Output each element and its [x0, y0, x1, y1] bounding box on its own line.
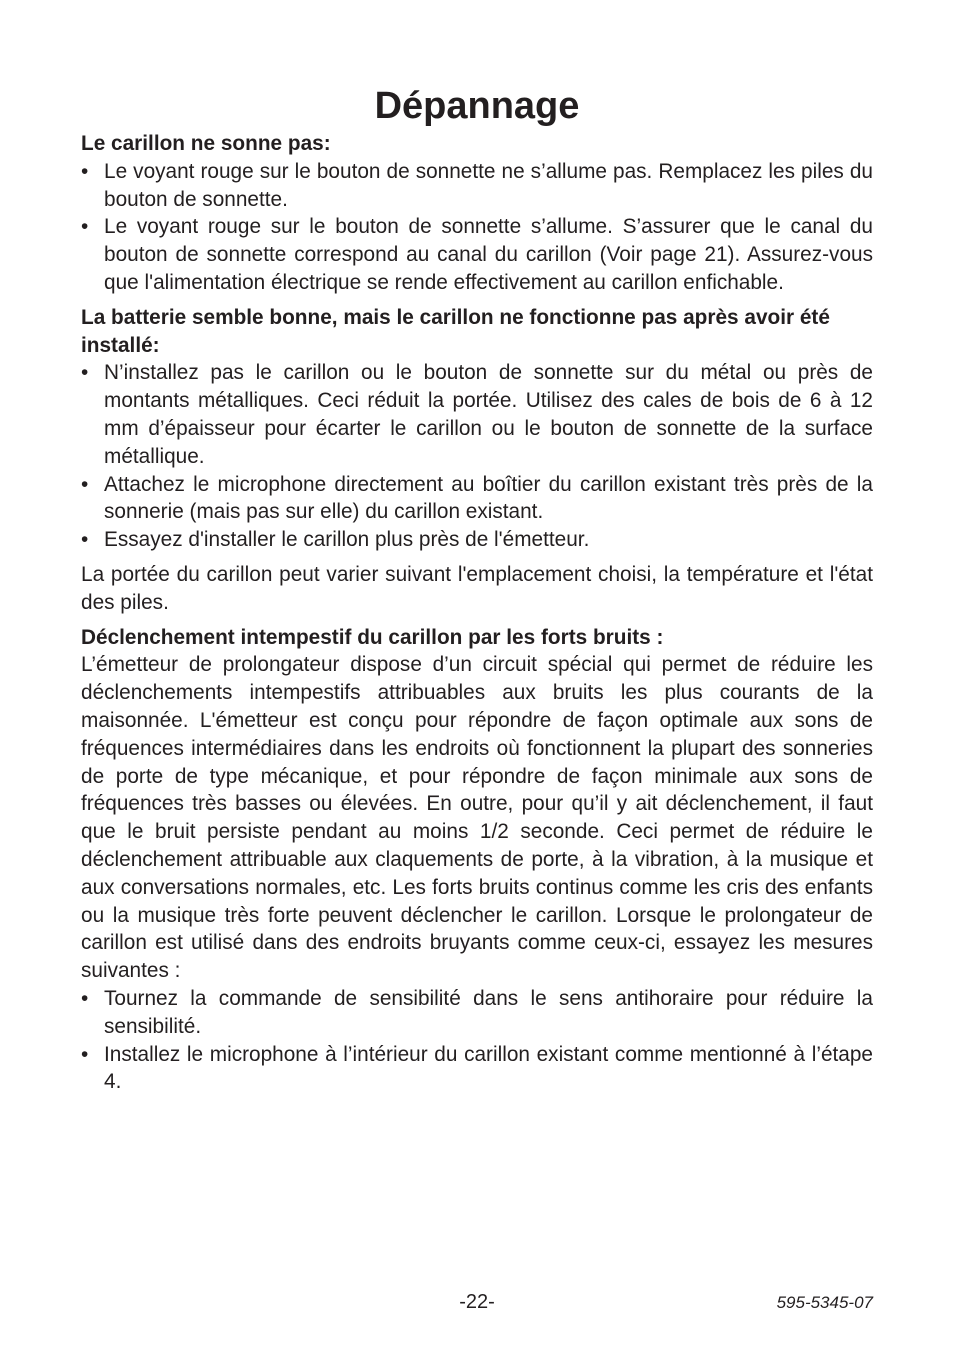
section-heading: La batterie semble bonne, mais le carillon ne fonctionne pas après avoir été installé: [81, 305, 830, 357]
section-heading: Le carillon ne sonne pas: [81, 132, 331, 155]
section-battery-ok [81, 304, 873, 617]
list-item: • Installez le microphone à l’intérieur du carillon existant comme mentionné à l’étape 4. [81, 1041, 873, 1097]
bullet-list [81, 158, 873, 297]
section-no-ring [81, 130, 873, 297]
document-code: 595-5345-07 [776, 1293, 873, 1312]
page-number: -22- [459, 1291, 495, 1313]
bullet-list [81, 985, 873, 1096]
section-heading: Déclenchement intempestif du carillon par les forts bruits : [81, 625, 664, 649]
list-item: • Le voyant rouge sur le bouton de sonnette s’allume. S’assurer que le canal du bouton de sonnette correspond au canal du carillon (Voir page 21). Assurez-vous que l'alimentation électrique se rende effectivement au carillon enfichable. [81, 213, 873, 296]
bullet-list [81, 359, 873, 554]
document-page [81, 82, 873, 1096]
page-title: Dépannage [374, 85, 580, 127]
body-paragraph: L’émetteur de prolongateur dispose d’un circuit spécial qui permet de réduire les déclenchements intempestifs attribuables aux bruits les plus courants de la maisonnée. L'émetteur est conçu pour répondre de façon optimale aux sons de fréquences intermédiaires dans les endroits où fonctionnent la plupart des sonneries de porte de type mécanique, et pour répondre de façon minimale aux sons de fréquences très basses ou élevées. En outre, pour qu’il y ait déclenchement, il faut que le bruit persiste pendant au moins 1/2 seconde. Ceci permet de réduire le déclenchement attribuable aux claquements de porte, à la vibration, à la musique et aux conversations normales, etc. Les forts bruits continus comme les cris des enfants ou la musique très forte peuvent déclencher le carillon. Lorsque le prolongateur de carillon est utilisé dans des endroits bruyants comme ceux-ci, essayez les mesures suivantes : [81, 653, 873, 983]
section-false-trigger [81, 624, 873, 1097]
list-item: • N’installez pas le carillon ou le bouton de sonnette sur du métal ou près de montants métalliques. Ceci réduit la portée. Utilisez des cales de bois de 6 à 12 mm d’épaisseur pour écarter le carillon ou le bouton de sonnette de la surface métallique. [81, 359, 873, 470]
list-item: • Tournez la commande de sensibilité dans le sens antihoraire pour réduire la sensibilité. [81, 985, 873, 1041]
list-item: • Essayez d'installer le carillon plus près de l'émetteur. [81, 526, 873, 554]
range-note: La portée du carillon peut varier suivant l'emplacement choisi, la température et l'état des piles. [81, 562, 873, 614]
list-item: • Le voyant rouge sur le bouton de sonnette ne s’allume pas. Remplacez les piles du bouton de sonnette. [81, 158, 873, 214]
list-item: • Attachez le microphone directement au boîtier du carillon existant très près de la sonnerie (mais pas sur elle) du carillon existant. [81, 471, 873, 527]
